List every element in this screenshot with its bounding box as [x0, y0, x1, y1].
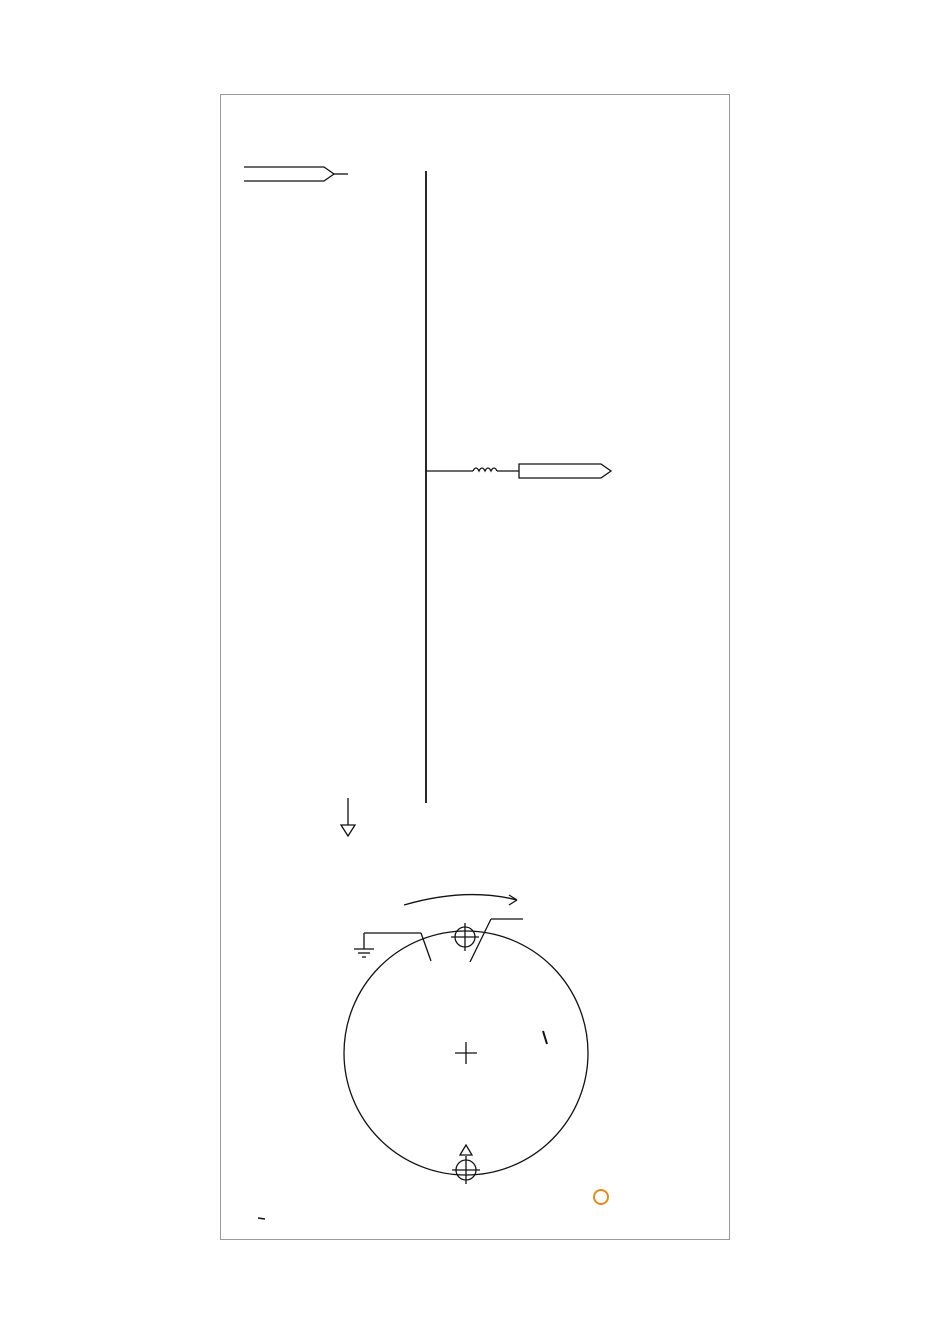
diagram-canvas: [221, 95, 731, 1241]
enjoydiy-logo: [594, 1190, 608, 1204]
rotary-switch: [344, 895, 588, 1184]
out-wiper: [543, 1031, 547, 1044]
in-tag: [244, 167, 334, 181]
out-tag: [519, 464, 611, 478]
logo-hand-icon: [594, 1190, 608, 1204]
ground-symbol: [341, 825, 355, 836]
r24-symbol: [473, 468, 497, 471]
rotation-arrowhead: [509, 895, 517, 905]
diagram-sheet: [220, 94, 730, 1240]
stray-mark: [258, 1218, 265, 1219]
bottom-marker: [460, 1145, 472, 1155]
rotation-arrow: [404, 895, 517, 905]
schematic: [244, 167, 611, 836]
in-lead: [470, 919, 491, 962]
